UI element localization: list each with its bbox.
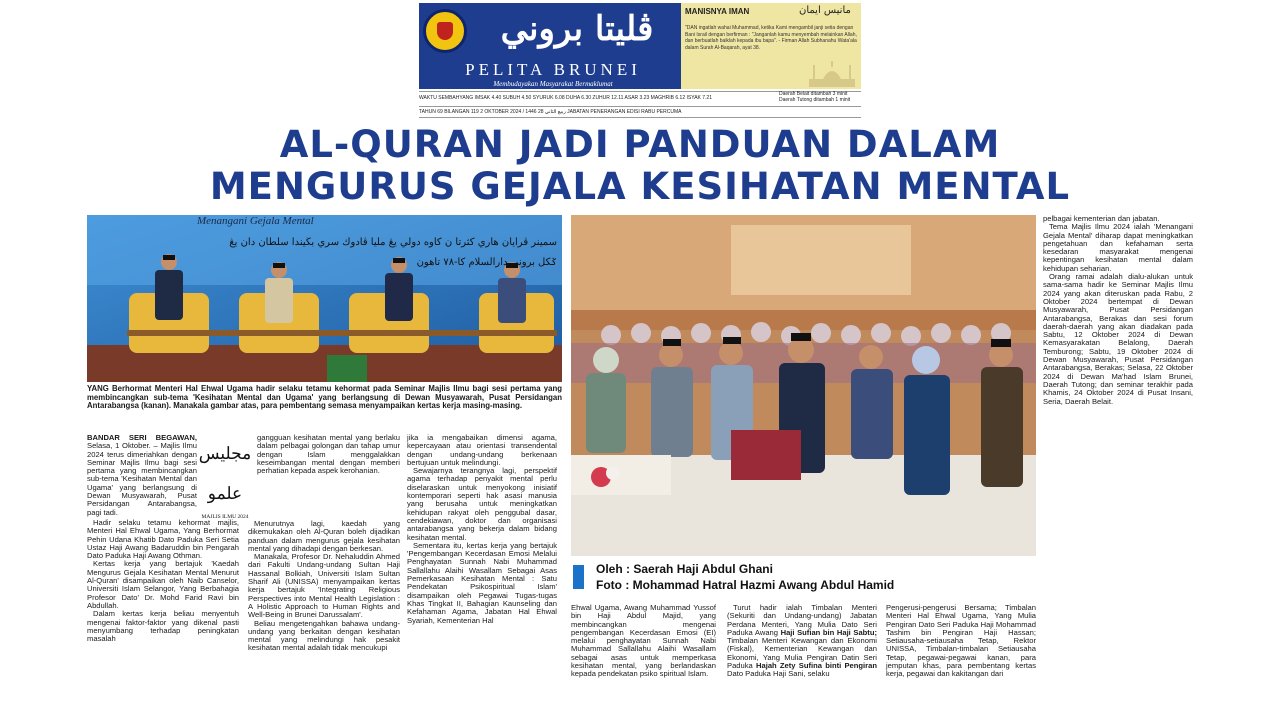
crest-shield-icon bbox=[437, 22, 453, 40]
article-paragraph: Pengerusi-pengerusi Bersama; Timbalan Menteri Hal Ehwal Ugama, Yang Mulia Pengiran Dato Seri Paduka Haji Mohammad Tashim bin Pengiran Haji Hassan; Setiausaha-setiausaha Tetap, Rektor UNISSA, Timbalan-timbalan Setiausaha Tetap, pegawai-pegawai kanan, para jemputan khas, para pembentang kertas kerja, pegawai dan kakitangan dari bbox=[886, 603, 1036, 679]
article-paragraph: jika ia mengabaikan dimensi agama, kepercayaan atau orientasi transendental dengan undang-undang berkenaan bertujuan untuk melindungi. bbox=[407, 433, 557, 467]
masthead bbox=[419, 3, 861, 116]
article-paragraph: Kertas kerja yang bertajuk 'Kaedah Mengurus Gejala Kesihatan Mental Menurut Al-Quran' disampaikan oleh Naib Canselor, Universiti Islam Selangor, Yang Berbahagia Profesor Dato' Dr. Mohd Farid Ravi bin Abdullah. bbox=[87, 559, 239, 610]
article-lead: Selasa, 1 Oktober. – Majlis Ilmu 2024 terus dimeriahkan dengan Seminar Majlis Ilmu bagi sesi pertama yang membincangkan sub-tema 'Kesihatan Mental dan Ugama' yang berlangsung di Dewan Musyawarah, Pusat Persidangan Antarabangsa, pagi tadi. bbox=[87, 441, 197, 517]
photo-caption: YANG Berhormat Menteri Hal Ehwal Ugama hadir selaku tetamu kehormat pada Seminar Majlis Ilmu bagi sesi pertama yang membincangkan sub-tema 'Kesihatan Mental dan Ugama' yang berlangsung di Dewan Musyawarah, Pusat Persidangan Antarabangsa (kanan). Manakala gambar atas, para pembentang semasa menyampaikan kertas kerja masing-masing. bbox=[87, 384, 562, 411]
prayer-times-bar: WAKTU SEMBAHYANG IMSAK 4.40 SUBUH 4.50 SYURUK 6.08 DUHA 6.30 ZUHUR 12.11 ASAR 3.23 MAGHRIB 6.12 ISYAK 7.21 bbox=[419, 91, 861, 104]
article-bold-name: Hajah Zety Sufina binti Pengiran bbox=[756, 661, 877, 671]
article-col-d bbox=[571, 604, 716, 679]
article-text: Turut hadir ialah Timbalan Menteri (Sekuriti dan Undang-undang) Jabatan Perdana Menteri, Yang Mulia Dato Seri Paduka Awang bbox=[727, 603, 877, 637]
headline-line-2: MENGURUS GEJALA KESIHATAN MENTAL bbox=[209, 165, 1071, 208]
article-paragraph: Tema Majlis Ilmu 2024 ialah 'Menangani Gejala Mental' diharap dapat meningkatkan pengetahuan dan kefahaman serta kesedaran masyarakat mengenai kepentingan kesihatan mental dalam kehidupan seharian. bbox=[1043, 222, 1193, 273]
article-paragraph: Orang ramai adalah dialu-alukan untuk sama-sama hadir ke Seminar Majlis Ilmu 2024 yang akan diteruskan pada Rabu, 2 Oktober 2024 bertempat di Dewan Musyawarah, Pusat Persidangan Antarabangsa, Berakas dan sesi forum daerah-daerah yang akan diadakan pada Sabtu, 12 Oktober 2024 di Dewan Kemasyarakatan Belalong, Daerah Temburong; Sabtu, 19 Oktober 2024 di Dewan Musyawarah, Pusat Persidangan Antarabangsa, Berakas; Selasa, 22 Oktober 2024 di Dewan Ma'had Islam Brunei, Daerah Tutong; dan seminar terakhir pada Khamis, 24 Oktober 2024 di Pusat Insani, Seria, Daerah Belait. bbox=[1043, 272, 1193, 406]
banner-jawi-text-2: ݢكل بروني دارالسلام كأ-٧٨ تاهون bbox=[416, 257, 557, 268]
article-col-b-top bbox=[253, 434, 400, 475]
photo-seminar-panel bbox=[87, 215, 562, 382]
article-paragraph: Menurutnya lagi, kaedah yang dikemukakan oleh Al-Quran boleh dijadikan panduan dalam mengurus gejala kesihatan mental yang dihadapi dengan berkesan. bbox=[248, 519, 400, 553]
article-col-g bbox=[1043, 215, 1193, 406]
headline-line-1: AL-QURAN JADI PANDUAN DALAM bbox=[279, 123, 1001, 166]
banner-jawi-text: سمينر ڤرايان هاري كثرتا ن كاوه دولي يڠ مليا ڤادوك سري بڬيندا سلطان دان يڠ bbox=[229, 237, 557, 248]
manisnya-iman-label: MANISNYA IMAN bbox=[685, 7, 750, 16]
article-paragraph: Dalam kertas kerja beliau menyentuh mengenai faktor-faktor yang dikenal pasti menyumbang terhadap peningkatan masalah bbox=[87, 609, 239, 644]
masthead-slogan: Membudayakan Masyarakat Bermaklumat bbox=[493, 80, 613, 88]
byline-photographer: Foto : Mohammad Hatral Hazmi Awang Abdul Hamid bbox=[596, 578, 895, 592]
article-paragraph: Ehwal Ugama, Awang Muhammad Yussof bin Haji Abdul Majid, yang membincangkan mengenai pengembangan Kecerdasan Emosi (EI) melalui penghayatan Sunnah Nabi Muhammad Sallallahu Alaihi Wasallam sebagai asas untuk memperkasa kesihatan mental, yang berlandaskan kepada pendekatan psiko spiritual Islam. bbox=[571, 603, 716, 679]
article-paragraph: pelbagai kementerian dan jabatan. bbox=[1043, 214, 1160, 223]
article-paragraph bbox=[727, 604, 877, 679]
article-paragraph: Beliau mengetengahkan bahawa undang-undang yang berkaitan dengan kesihatan mental yang melindungi hak pesakit kesihatan mental adalah tidak mencukupi bbox=[248, 618, 400, 653]
article-bold-name: Haji Sufian bin Haji Sabtu; bbox=[780, 627, 877, 637]
article-text: Dato Paduka Haji Sani, selaku bbox=[727, 669, 830, 679]
daerah-belait-note: Daerah Belait ditambah 3 minit bbox=[779, 91, 848, 97]
brunei-crest-icon bbox=[423, 9, 467, 53]
byline-accent-bar bbox=[573, 565, 584, 589]
daerah-tutong-note: Daerah Tutong ditambah 1 minit bbox=[779, 97, 851, 103]
issue-info-bar: TAHUN 69 BILANGAN 119 2 OKTOBER 2024 / 1446 ربيع الثاني 28 JABATAN PENERANGAN EDISI RABU PERCUMA bbox=[419, 106, 861, 118]
prayer-times-note bbox=[779, 91, 850, 103]
quran-verse: "DAN ingatlah wahai Muhammad, ketika Kami mengambil janji setia dengan Bani Israil dengan berfirman : "Janganlah kamu menyembah melainkan Allah, dan berbuatlah baiklah kepada ibu bapa". - Firman Allah Subhanahu Wata'ala dalam Surah Al-Baqarah, ayat 38. bbox=[685, 25, 857, 51]
article-col-e bbox=[727, 604, 877, 679]
banner-title: Menangani Gejala Mental bbox=[197, 215, 314, 227]
article-paragraph: Manakala, Profesor Dr. Nehaluddin Ahmed dari Fakulti Undang-undang Sultan Haji Hassanal Bolkiah, Universiti Islam Sultan Sharif Ali (UNISSA) menyampaikan kertas kerja bertajuk 'Integrating Religious Perspectives into Mental Health Legislation : A Holistic Approach to Human Rights and Well-Being in Brunei Darussalam'. bbox=[248, 552, 400, 620]
mosque-icon bbox=[807, 59, 857, 87]
majlis-ilmu-logo-text: MAJLIS ILMU 2024 bbox=[201, 514, 249, 520]
article-paragraph: Sementara itu, kertas kerja yang bertajuk 'Pengembangan Kecerdasan Emosi Melalui Penghayatan Sunnah Nabi Muhammad Sallallahu Alaihi Wasallam Sebagai Asas Pemerkasaan Kesihatan Mental : Satu Pendekatan Psikospiritual Islam' disampaikan oleh Pegawai Tugas-tugas Khas Tingkat II, Bahagian Kaunseling dan Kefahaman Agama, Jabatan Hal Ehwal Syariah, Kementerian Hal bbox=[407, 540, 557, 625]
article-col-f bbox=[886, 604, 1036, 679]
photo-audience bbox=[571, 215, 1036, 556]
manisnya-iman-jawi: مانيس ايمان bbox=[799, 5, 851, 16]
article-col-a-top bbox=[87, 434, 197, 517]
majlis-ilmu-logo-jawi: مجليس علمو bbox=[198, 444, 252, 504]
article-paragraph: Sewajarnya terangnya lagi, perspektif agama terhadap penyakit mental perlu diselaraskan untuk menyokong inisiatif kontemporari seperti hak asasi manusia yang berusaha untuk meningkatkan kehidupan rakyat oleh penggubal dasar, cendekiawan, doktor dan organisasi antarabangsa yang bekerja dalam bidang kesihatan mental. bbox=[407, 466, 557, 542]
masthead-jawi-title: ڤليتا بروني bbox=[500, 9, 654, 49]
article-col-a bbox=[87, 519, 239, 643]
article-paragraph: gangguan kesihatan mental yang berlaku dalam pelbagai golongan dan tahap umur dengan Islam menggalakkan keseimbangan mental dengan memberi perhatian kepada aspek kerohanian. bbox=[257, 433, 400, 476]
article-paragraph: Hadir selaku tetamu kehormat majlis, Menteri Hal Ehwal Ugama, Yang Berhormat Pehin Udana Khatib Dato Paduka Seri Setia Ustaz Haji Awang Badaruddin bin Pengarah Dato Paduka Haji Awang Othman. bbox=[87, 518, 239, 561]
masthead-latin-title: PELITA BRUNEI bbox=[465, 60, 641, 79]
article-text: Timbalan Menteri Kewangan dan Ekonomi (Fiskal), Kementerian Kewangan dan Ekonomi, Yang Mulia Pengiran Datin Seri Paduka bbox=[727, 636, 877, 671]
article-col-b bbox=[248, 520, 400, 653]
majlis-ilmu-logo bbox=[198, 434, 252, 520]
article-col-c bbox=[407, 434, 557, 625]
article-dateline: BANDAR SERI BEGAWAN, bbox=[87, 433, 197, 442]
byline-writer: Oleh : Saerah Haji Abdul Ghani bbox=[596, 562, 773, 576]
audience-photo-illustration bbox=[571, 215, 1036, 556]
